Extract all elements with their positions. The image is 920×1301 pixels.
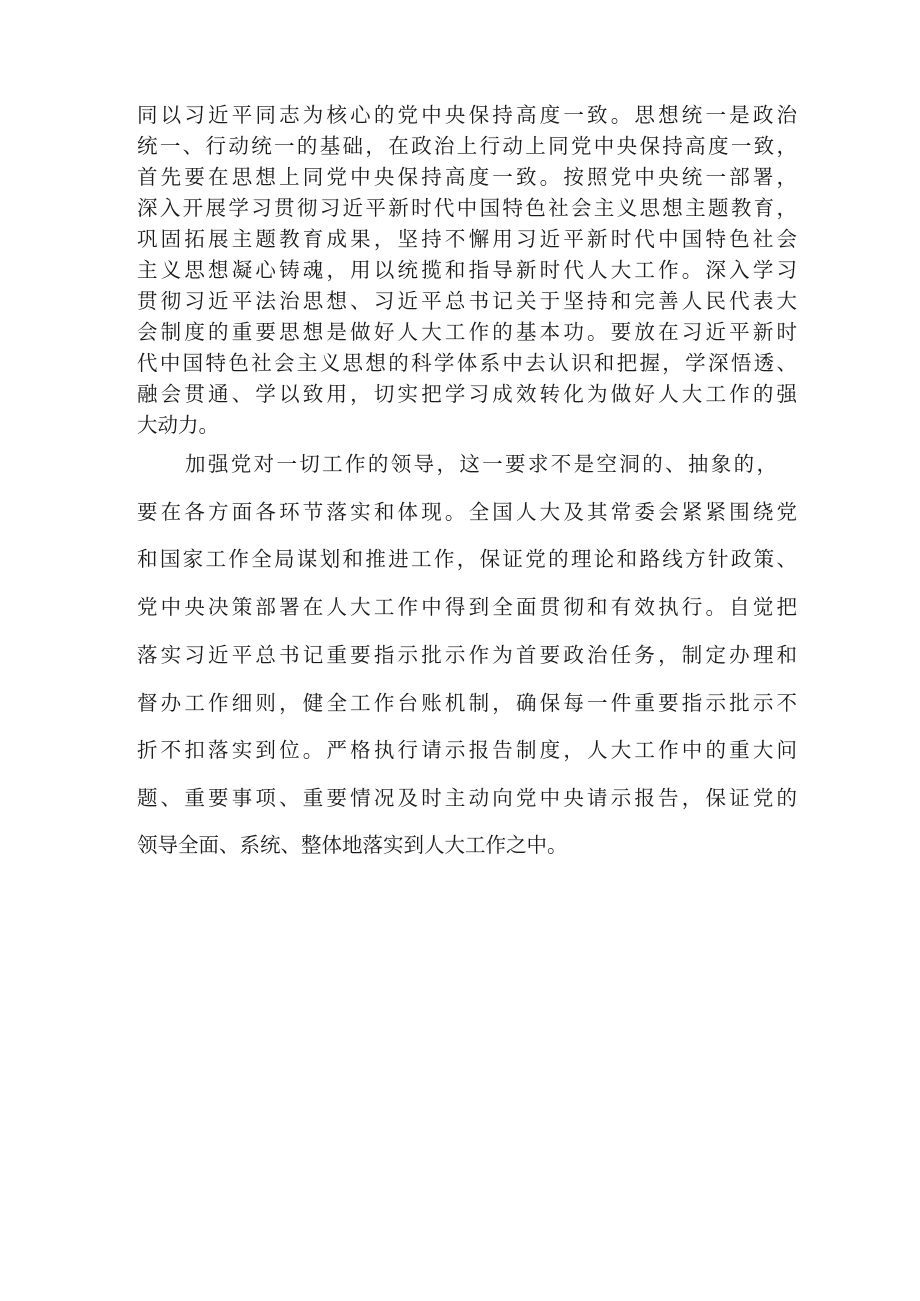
paragraph-line: 融会贯通、学以致用，切实把学习成效转化为做好人大工作的强 [137,382,797,406]
paragraph-line: 深入开展学习贯彻习近平新时代中国特色社会主义思想主题教育， [137,196,797,220]
paragraph-line: 要在各方面各环节落实和体现。全国人大及其常委会紧紧围绕党 [137,500,797,524]
paragraph-line: 主义思想凝心铸魂，用以统揽和指导新时代人大工作。深入学习 [137,258,797,282]
paragraph-line: 巩固拓展主题教育成果，坚持不懈用习近平新时代中国特色社会 [137,227,797,251]
paragraph-line: 统一、行动统一的基础，在政治上行动上同党中央保持高度一致， [137,134,797,158]
paragraph-line: 首先要在思想上同党中央保持高度一致。按照党中央统一部署， [137,165,797,189]
paragraph-line: 落实习近平总书记重要指示批示作为首要政治任务，制定办理和 [137,643,797,667]
paragraph-line: 题、重要事项、重要情况及时主动向党中央请示报告，保证党的 [137,786,797,810]
paragraph-line: 党中央决策部署在人大工作中得到全面贯彻和有效执行。自觉把 [137,595,797,619]
paragraph-line: 贯彻习近平法治思想、习近平总书记关于坚持和完善人民代表大 [137,289,797,313]
paragraph-line: 代中国特色社会主义思想的科学体系中去认识和把握，学深悟透、 [137,351,797,375]
paragraph-line: 折不扣落实到位。严格执行请示报告制度，人大工作中的重大问 [137,738,797,762]
paragraph-line: 督办工作细则，健全工作台账机制，确保每一件重要指示批示不 [137,691,797,715]
paragraph-line: 和国家工作全局谋划和推进工作，保证党的理论和路线方针政策、 [137,547,797,571]
paragraph-line: 领导全面、系统、整体地落实到人大工作之中。 [137,833,568,857]
paragraph-line: 会制度的重要思想是做好人大工作的基本功。要放在习近平新时 [137,320,797,344]
paragraph-line: 大动力。 [137,413,219,437]
paragraph-line: 加强党对一切工作的领导，这一要求不是空洞的、抽象的， [185,452,777,476]
paragraph-line: 同以习近平同志为核心的党中央保持高度一致。思想统一是政治 [137,103,797,127]
